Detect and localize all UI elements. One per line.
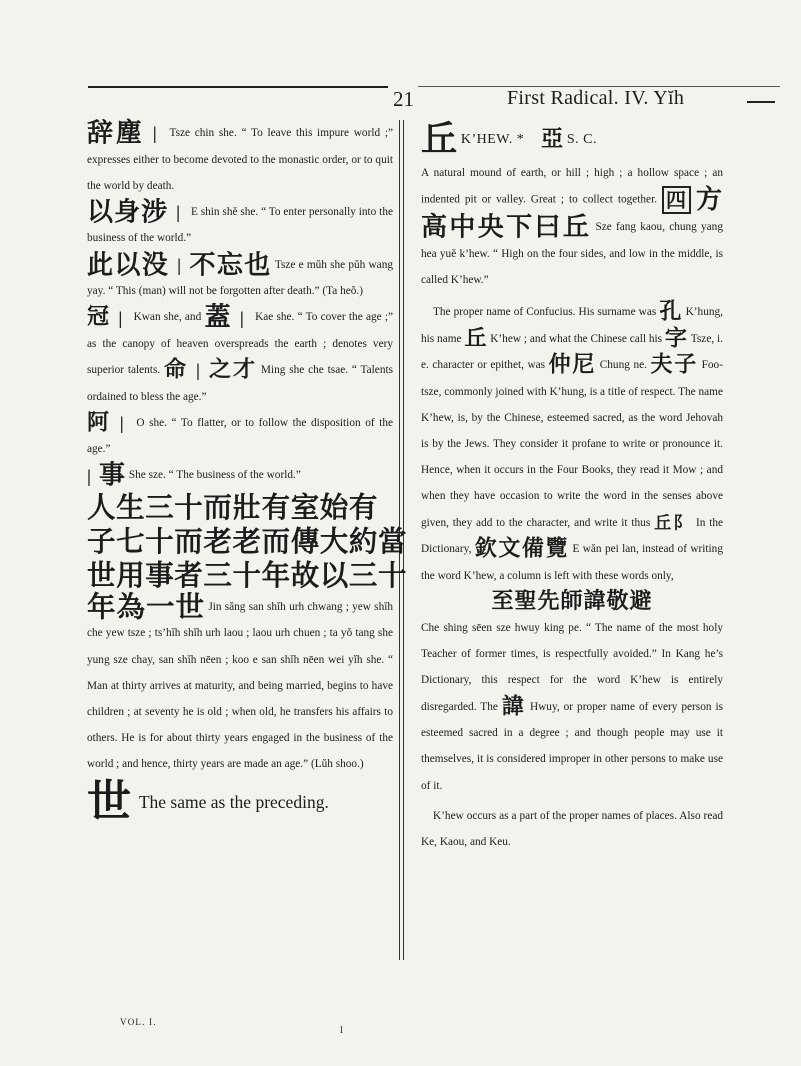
- cjk-term: 阿: [87, 410, 112, 436]
- cjk-term: 字: [664, 325, 688, 351]
- cjk-term: 之才: [208, 357, 258, 383]
- cjk-column-words: 至聖先師諱敬避: [491, 588, 653, 614]
- entry-text: E shin shĕ she. “ To enter personally into the business of the world.”: [87, 205, 393, 245]
- dash-mark: |: [152, 123, 157, 144]
- dash-mark: |: [196, 360, 201, 381]
- volume-mark: VOL. I.: [120, 1017, 157, 1027]
- definition-text: Che shing sēen sze hwuy king pe. “ The name of the most holy Teacher of former times, is respectfully avoided.” In Kang he’s Dictionary, this respect for the word K’hew is entirely disregarded. The: [421, 622, 723, 713]
- dash-mark: |: [119, 413, 124, 434]
- definition-text: A natural mound of earth, or hill ; high ; a hollow space ; an indented pit or valley. Great ; to collect together.: [421, 167, 723, 206]
- cjk-term: 冠: [87, 304, 111, 330]
- entry-text: She sze. “ The business of the world.”: [128, 469, 301, 482]
- dash-mark: |: [87, 465, 91, 486]
- quote-line: 世用事者三十年故以三十: [87, 558, 408, 592]
- cjk-term: 不忘也: [189, 249, 272, 280]
- headword-variant: 亞: [541, 126, 565, 152]
- cjk-term: 蓋: [204, 302, 232, 333]
- definition-text: In the Dictionary,: [421, 516, 723, 556]
- entry: [87, 410, 393, 463]
- dash-mark: |: [177, 254, 182, 275]
- entry-text: Kwan she, and: [133, 311, 202, 324]
- definition-text: K’hew ; and what the Chinese call his: [490, 332, 663, 345]
- definition-text: Chung ne.: [599, 359, 647, 372]
- page-number: 21: [393, 87, 414, 111]
- entry-text: Ming she che tsae. “ Talents ordained to bless the age.”: [87, 364, 393, 403]
- entry: [87, 304, 393, 409]
- entry-heading: [421, 120, 723, 160]
- definition: [421, 160, 723, 293]
- headword-style: S. C.: [566, 131, 598, 147]
- cjk-term: 方高中央下曰丘: [421, 185, 724, 243]
- cjk-term: 世: [87, 775, 132, 827]
- definition-text: Tsze, i. e. character or epithet, was: [421, 332, 723, 372]
- definition-text: Hwuy, or proper name of every person is esteemed sacred in a degree ; and though people may use it themselves, it is considered improper in other persons to make use of it.: [421, 700, 724, 792]
- entry-text: Kae she. “ To cover the age ;” as the canopy of heaven overspreads the earth ; denotes very superior talents.: [87, 311, 393, 377]
- cjk-term: 辞塵: [87, 118, 145, 149]
- cjk-term: 丘: [464, 325, 488, 351]
- entry-text: Tsze chin she. “ To leave this impure world ;” expresses either to become devoted to the monastic order, or to quit the world by death.: [87, 127, 393, 192]
- entry: [87, 199, 393, 252]
- cjk-term: 此以没: [87, 249, 170, 280]
- cjk-term: 事: [98, 460, 126, 491]
- definition: [421, 589, 723, 799]
- definition: [421, 803, 723, 855]
- cjk-term: 諱: [501, 693, 526, 719]
- quote-line: 子七十而老老而傳大約當: [87, 524, 408, 558]
- quote-line: 年為一世: [87, 590, 206, 624]
- dash-mark: |: [118, 307, 123, 328]
- dash-mark: |: [239, 307, 244, 328]
- signature-mark: I: [340, 1025, 343, 1035]
- cjk-term: 欽文備覽: [474, 536, 570, 562]
- definition-text: The proper name of Confucius. His surname was: [433, 306, 657, 319]
- definition-text: Foo-tsze, commonly joined with K’hung, is a title of respect. The name K’hew, is, by the Chinese, esteemed sacred, as the word Jehovah is by the Jews. They consider it profane to write or pronounce it. Hence, when it occurs in the Four Books, they read it Mow ; and when they have occasion to write the word in the senses above given, they add to the character, and write it thus: [421, 359, 723, 529]
- cjk-term: 丘阝: [654, 512, 693, 533]
- headword-character: 丘: [421, 119, 459, 160]
- entry: [87, 775, 393, 827]
- dash-mark: |: [176, 202, 181, 223]
- cjk-term: 命: [164, 357, 189, 383]
- right-column: [421, 120, 723, 855]
- entry: [87, 462, 393, 489]
- definition-text: K’hew occurs as a part of the proper names of places. Also read Ke, Kaou, and Keu.: [421, 809, 723, 848]
- cjk-term: 孔: [659, 299, 683, 325]
- definition: [421, 299, 723, 589]
- entry-text: Jin săng san shĭh urh chwang ; yew shĭh che yew tsze ; ts’hĭh shĭh urh laou ; laou urh chuen ; ta yŏ tang she yung sze chay, san shĭh nēen ; koo e san shĭh nēen wei yĭh she. “ Man at thirty arrives at maturity, and being married, begins to have children ; at seventy he is old ; when old, he transfers his affairs to others. He is for about thirty years engaged in the business of the world ; and hence, thirty years are made an age.” (Lŭh shoo.): [87, 600, 394, 771]
- cjk-term: 仲尼: [548, 352, 597, 378]
- entry: [87, 120, 393, 199]
- definition-text: Sze fang kaou, chung yang hea yuĕ k’hew. “ High on the four sides, and low in the middle, is called K’hew.”: [421, 221, 723, 286]
- quote-line: 人生三十而壯有室始有: [87, 490, 379, 524]
- entry-text: Tsze e mŭh she pŭh wang yay. “ This (man) will not be forgotten after death.” (Ta heŏ.): [87, 258, 393, 298]
- boxed-character: 四: [662, 186, 691, 214]
- header-rule: [747, 101, 775, 103]
- entry-text: O she. “ To flatter, or to follow the disposition of the age.”: [87, 416, 393, 456]
- entry-text: The same as the preceding.: [138, 791, 329, 812]
- running-title: First Radical. IV. Yĭh: [507, 87, 685, 109]
- definition-text: K’hung, his name: [421, 306, 723, 345]
- cjk-term: 以身涉: [87, 197, 169, 228]
- headword-romanization: K’HEW. *: [460, 131, 525, 147]
- quotation: [87, 490, 408, 778]
- cjk-term: 夫子: [650, 352, 699, 378]
- left-column: [87, 118, 408, 827]
- entry: [87, 249, 393, 305]
- header-rule: [88, 86, 388, 88]
- definition-text: E wăn pei lan, instead of writing the word K’hew, a column is left with these words only,: [421, 543, 723, 582]
